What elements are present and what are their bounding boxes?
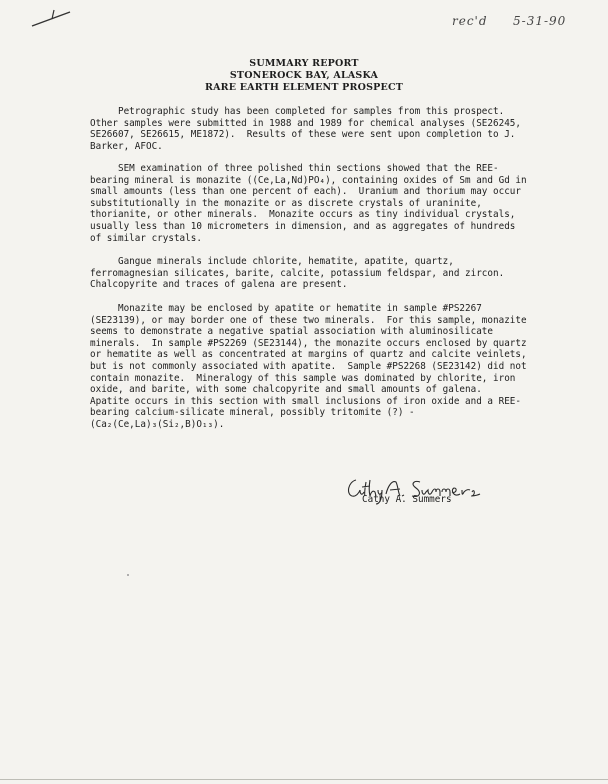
paragraph-line: of similar crystals.: [90, 232, 202, 244]
paragraph-line: Other samples were submitted in 1988 and 1989 for chemical analyses (SE26245,: [90, 117, 521, 129]
page-bottom-edge: [0, 779, 608, 780]
paragraph-line: usually less than 10 micrometers in dimension, and as aggregates of hundreds: [90, 220, 516, 232]
paragraph-line: but is not commonly associated with apatite. Sample #PS2268 (SE23142) did not: [90, 360, 527, 372]
paragraph-petrographic-study: [90, 106, 550, 152]
paragraph-line: bearing mineral is monazite ((Ce,La,Nd)PO₄), containing oxides of Sm and Gd in: [90, 174, 527, 186]
report-subject: RARE EARTH ELEMENT PROSPECT: [205, 82, 403, 93]
paragraph-line: seems to demonstrate a negative spatial association with aluminosilicate: [90, 326, 493, 338]
paragraph-line: (SE23139), or may border one of these two minerals. For this sample, monazite: [90, 314, 527, 326]
received-stamp-date: 5-31-90: [513, 14, 567, 28]
paragraph-line: Barker, AFOC.: [90, 140, 163, 152]
paragraph-line: bearing calcium-silicate mineral, possibly tritomite (?) -: [90, 407, 415, 419]
paragraph-line: substitutionally in the monazite or as discrete crystals of uraninite,: [90, 197, 482, 209]
signer-name: Cathy A. Summers: [362, 494, 452, 505]
received-stamp-label: rec'd: [452, 14, 488, 28]
paragraph-monazite-samples: [90, 303, 550, 431]
paragraph-line: oxide, and barite, with some chalcopyrite and small amounts of galena.: [90, 384, 482, 396]
paragraph-line: Gangue minerals include chlorite, hematite, apatite, quartz,: [90, 256, 454, 267]
report-title: SUMMARY REPORT: [249, 58, 359, 69]
scan-speck: [127, 574, 129, 576]
paragraph-line: SEM examination of three polished thin sections showed that the REE-: [90, 163, 499, 174]
paragraph-line: Monazite may be enclosed by apatite or hematite in sample #PS2267: [90, 303, 482, 314]
paragraph-gangue-minerals: [90, 256, 550, 291]
paragraph-line: SE26607, SE26615, ME1872). Results of these were sent upon completion to J.: [90, 129, 516, 141]
pen-stroke-mark: [30, 6, 72, 28]
paragraph-line: small amounts (less than one percent of each). Uranium and thorium may occur: [90, 186, 521, 198]
paragraph-sem-examination: [90, 163, 550, 244]
paragraph-line: minerals. In sample #PS2269 (SE23144), the monazite occurs enclosed by quartz: [90, 337, 527, 349]
paragraph-line: Chalcopyrite and traces of galena are present.: [90, 279, 348, 291]
paragraph-line: or hematite as well as concentrated at margins of quartz and calcite veinlets,: [90, 349, 527, 361]
paragraph-line: contain monazite. Mineralogy of this sample was dominated by chlorite, iron: [90, 372, 516, 384]
paragraph-line: Petrographic study has been completed for samples from this prospect.: [90, 106, 505, 117]
paragraph-line: (Ca₂(Ce,La)₃(Si₂,B)O₁₃).: [90, 418, 225, 430]
paragraph-line: thorianite, or other minerals. Monazite occurs as tiny individual crystals,: [90, 209, 516, 221]
report-location: STONEROCK BAY, ALASKA: [229, 70, 379, 81]
paragraph-line: Apatite occurs in this section with small inclusions of iron oxide and a REE-: [90, 395, 521, 407]
paragraph-line: ferromagnesian silicates, barite, calcite, potassium feldspar, and zircon.: [90, 267, 505, 279]
